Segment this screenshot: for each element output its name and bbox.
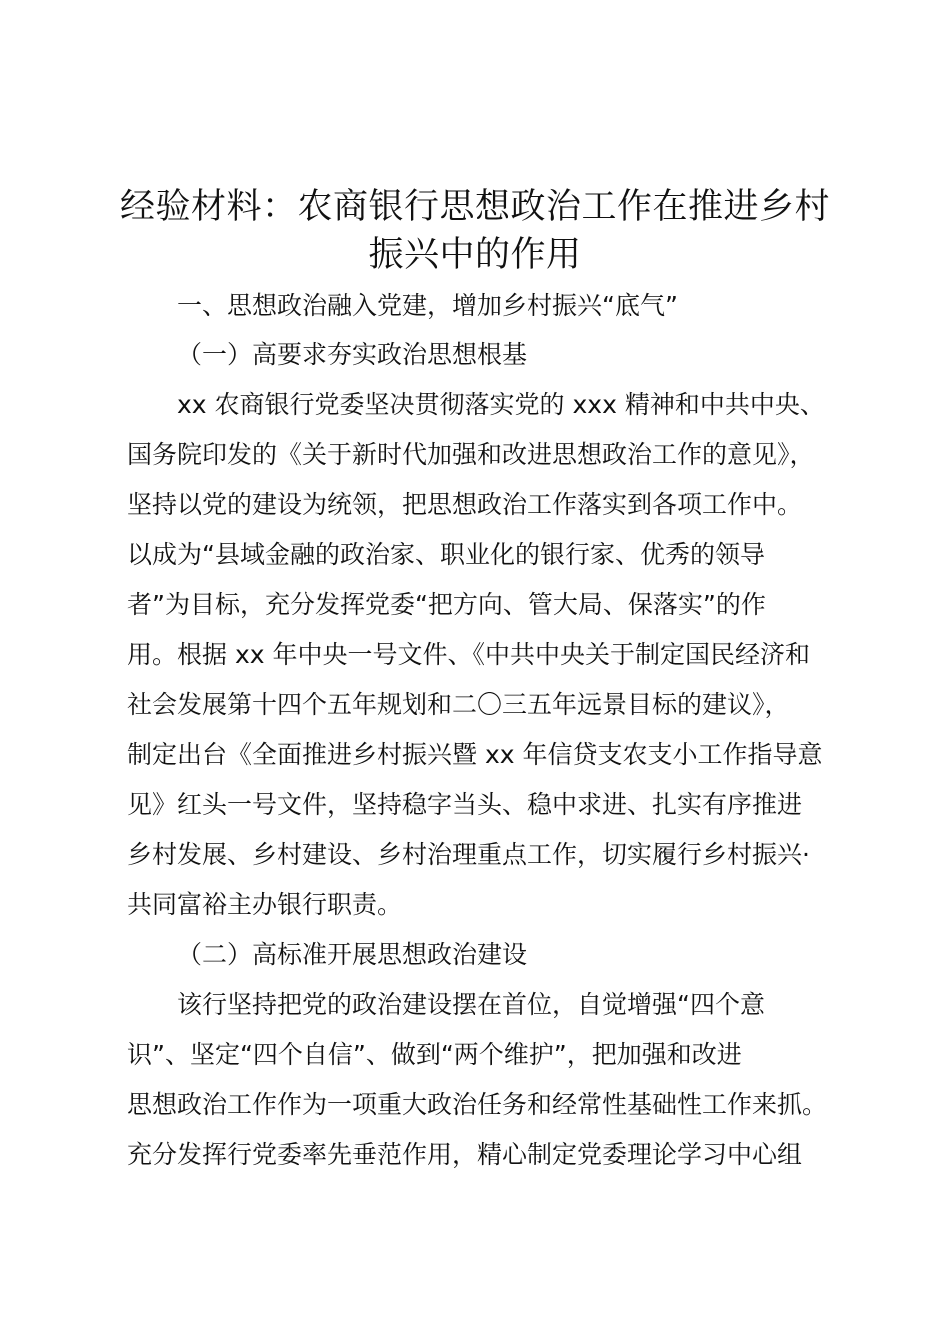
body-text-line: 共同富裕主办银行职责。 xyxy=(127,890,403,919)
body-text-line: 社会发展第十四个五年规划和二〇三五年远景目标的建议》， xyxy=(127,690,790,719)
body-text-line: 思想政治工作作为一项重大政治任务和经常性基础性工作来抓。 xyxy=(127,1090,828,1119)
body-text-line: 识”、坚定“四个自信”、做到“两个维护”，把加强和改进 xyxy=(127,1040,742,1069)
body-text-line: 以成为“县域金融的政治家、职业化的银行家、优秀的领导 xyxy=(127,540,765,569)
body-text-line: （二）高标准开展思想政治建设 xyxy=(177,940,528,969)
document-title-line-2: 振兴中的作用 xyxy=(368,235,582,275)
body-text-line: 者”为目标，充分发挥党委“把方向、管大局、保落实”的作 xyxy=(127,590,766,619)
body-text-line: 制定出台《全面推进乡村振兴暨 xx 年信贷支农支小工作指导意 xyxy=(127,740,823,769)
body-text-line: 坚持以党的建设为统领，把思想政治工作落实到各项工作中。 xyxy=(127,490,803,519)
body-text-line: 用。根据 xx 年中央一号文件、《中共中央关于制定国民经济和 xyxy=(127,640,810,669)
body-text-line: 乡村发展、乡村建设、乡村治理重点工作，切实履行乡村振兴· xyxy=(127,840,810,869)
body-text-line: xx 农商银行党委坚决贯彻落实党的 xxx 精神和中共中央、 xyxy=(177,390,825,419)
body-text-line: 该行坚持把党的政治建设摆在首位，自觉增强“四个意 xyxy=(177,990,765,1019)
body-text-line: （一）高要求夯实政治思想根基 xyxy=(177,340,528,369)
body-text-line: 见》红头一号文件，坚持稳字当头、稳中求进、扎实有序推进 xyxy=(127,790,803,819)
body-text-line: 国务院印发的《关于新时代加强和改进思想政治工作的意见》， xyxy=(127,440,815,469)
body-text-line: 一、思想政治融入党建，增加乡村振兴“底气” xyxy=(177,291,678,320)
body-text-line: 充分发挥行党委率先垂范作用，精心制定党委理论学习中心组 xyxy=(127,1140,803,1169)
document-title-line-1: 经验材料：农商银行思想政治工作在推进乡村 xyxy=(119,187,830,227)
